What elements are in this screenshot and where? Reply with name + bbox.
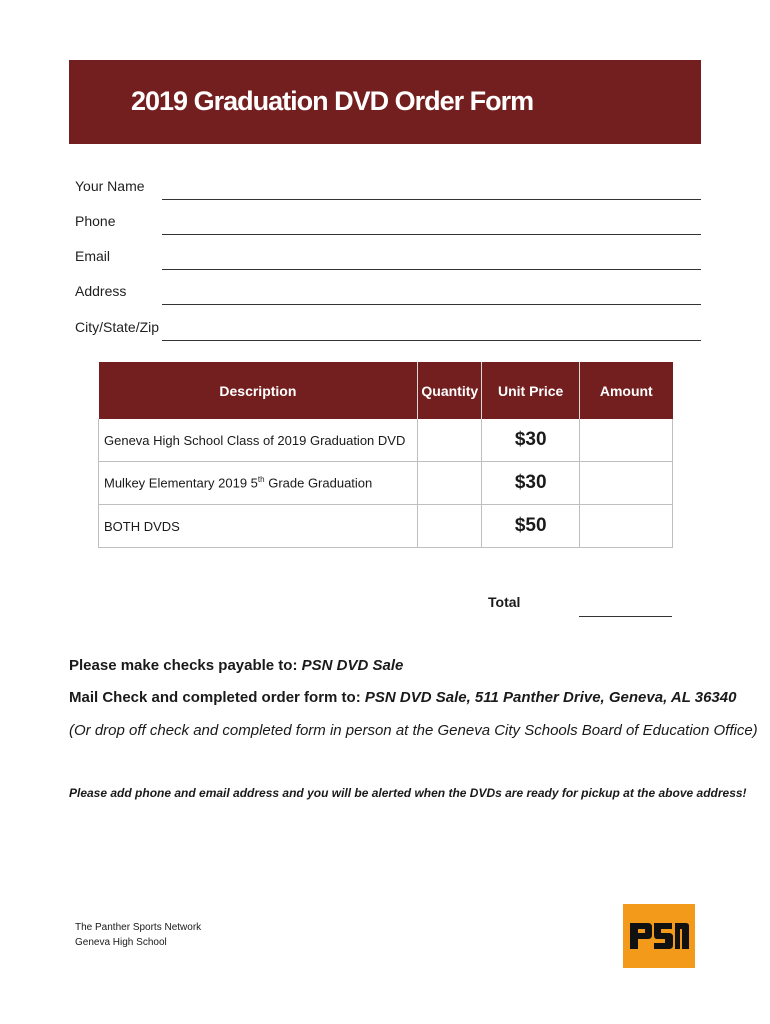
header-amount: Amount <box>580 362 673 419</box>
table-row <box>99 505 673 548</box>
header-quantity: Quantity <box>418 362 482 419</box>
amount-cell[interactable] <box>580 462 673 505</box>
footer <box>75 920 201 950</box>
phone-field[interactable] <box>75 211 701 235</box>
name-label: Your Name <box>75 178 145 194</box>
quantity-cell[interactable] <box>418 505 482 548</box>
page-title: 2019 Graduation DVD Order Form <box>131 86 534 116</box>
psn-logo <box>623 904 695 968</box>
row-description-text-end: Grade Graduation <box>264 475 373 491</box>
address-label: Address <box>75 283 127 299</box>
header-description: Description <box>99 362 418 419</box>
alert-note: Please add phone and email address and you will be alerted when the DVDs are ready for pickup at the above address! <box>69 786 747 800</box>
order-table <box>98 362 673 548</box>
mail-address: PSN DVD Sale, 511 Panther Drive, Geneva, AL 36340 <box>364 689 737 706</box>
email-label: Email <box>75 248 111 264</box>
unit-price-cell: $30 <box>482 462 580 505</box>
table-header-row <box>99 362 673 419</box>
checks-payable-line <box>69 657 403 674</box>
checks-prefix: Please make checks payable to: <box>69 657 302 674</box>
row-description <box>99 462 418 505</box>
address-field[interactable] <box>75 281 701 305</box>
footer-school: Geneva High School <box>75 937 167 948</box>
mail-instructions-line <box>69 689 736 706</box>
quantity-cell[interactable] <box>418 419 482 462</box>
mail-prefix: Mail Check and completed order form to: <box>69 689 365 706</box>
footer-org: The Panther Sports Network <box>75 922 202 933</box>
email-field[interactable] <box>75 246 701 270</box>
table-row <box>99 462 673 505</box>
name-line[interactable] <box>162 199 701 200</box>
drop-off-note: (Or drop off check and completed form in person at the Geneva City Schools Board of Education Office) <box>69 722 758 739</box>
total-line[interactable] <box>579 616 672 617</box>
row-description: Geneva High School Class of 2019 Graduation DVD <box>99 419 418 462</box>
title-banner <box>69 60 701 144</box>
quantity-cell[interactable] <box>418 462 482 505</box>
psn-logo-mark <box>628 919 690 953</box>
address-line[interactable] <box>162 304 701 305</box>
city-state-zip-field[interactable] <box>75 317 701 341</box>
email-line[interactable] <box>162 269 701 270</box>
row-description-text: Mulkey Elementary 2019 5 <box>104 475 258 491</box>
phone-line[interactable] <box>162 234 701 235</box>
phone-label: Phone <box>75 213 116 229</box>
unit-price-cell: $30 <box>482 419 580 462</box>
city-state-zip-label: City/State/Zip <box>75 319 160 335</box>
table-row <box>99 419 673 462</box>
amount-cell[interactable] <box>580 505 673 548</box>
city-state-zip-line[interactable] <box>162 340 701 341</box>
ordinal-suffix: th <box>257 475 265 485</box>
amount-cell[interactable] <box>580 419 673 462</box>
checks-payee: PSN DVD Sale <box>301 657 404 674</box>
header-unit-price: Unit Price <box>482 362 580 419</box>
total-label: Total <box>488 594 521 610</box>
row-description: BOTH DVDS <box>99 505 418 548</box>
unit-price-cell: $50 <box>482 505 580 548</box>
name-field[interactable] <box>75 176 701 200</box>
